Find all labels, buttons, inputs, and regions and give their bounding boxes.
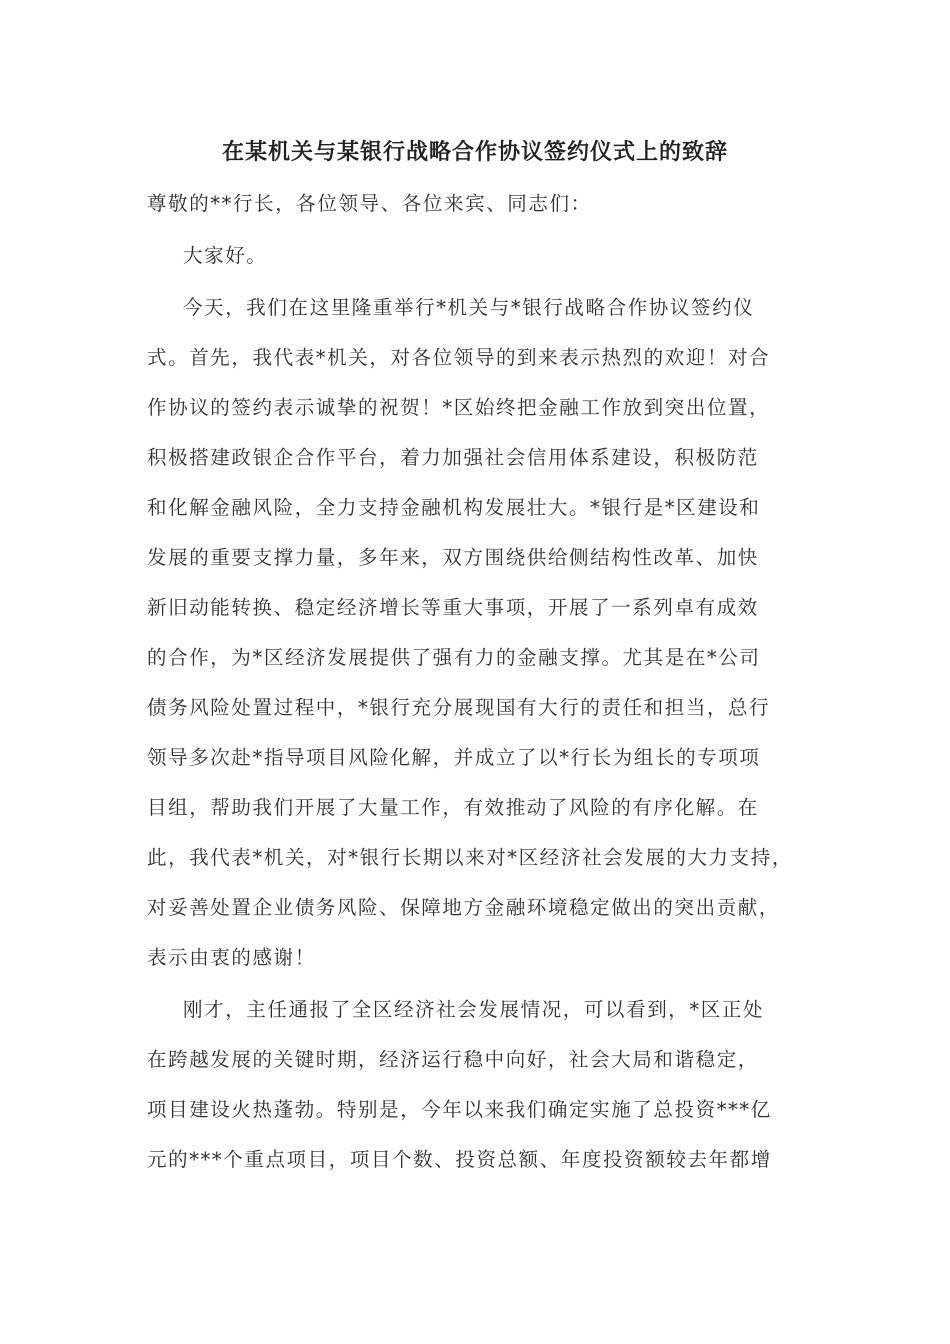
salutation-line: 尊敬的**行长，各位领导、各位来宾、同志们： (147, 192, 592, 215)
paragraph-line: 式。首先，我代表*机关，对各位领导的到来表示热烈的欢迎！对合 (147, 346, 771, 369)
paragraph-line: 债务风险处置过程中，*银行充分展现国有大行的责任和担当，总行 (147, 696, 771, 719)
paragraph-line: 表示由衷的感谢！ (147, 946, 316, 969)
paragraph-line: 元的***个重点项目，项目个数、投资总额、年度投资额较去年都增 (147, 1148, 772, 1171)
paragraph-line: 发展的重要支撑力量，多年来，双方围绕供给侧结构性改革、加快 (147, 546, 759, 569)
paragraph-line: 刚才，主任通报了全区经济社会发展情况，可以看到，*区正处 (183, 998, 765, 1021)
paragraph-line: 在跨越发展的关键时期，经济运行稳中向好，社会大局和谐稳定， (147, 1048, 759, 1071)
paragraph-line: 今天，我们在这里隆重举行*机关与*银行战略合作协议签约仪 (183, 296, 755, 319)
paragraph-line: 项目建设火热蓬勃。特别是，今年以来我们确定实施了总投资***亿 (147, 1098, 772, 1121)
paragraph-line: 积极搭建政银企合作平台，着力加强社会信用体系建设，积极防范 (147, 446, 759, 469)
paragraph-line: 此，我代表*机关，对*银行长期以来对*区经济社会发展的大力支持， (147, 846, 793, 869)
paragraph-line: 领导多次赴*指导项目风险化解，并成立了以*行长为组长的专项项 (147, 746, 761, 769)
document-title: 在某机关与某银行战略合作协议签约仪式上的致辞 (221, 139, 728, 165)
paragraph-line: 作协议的签约表示诚挚的祝贺！*区始终把金融工作放到突出位置， (147, 396, 771, 419)
paragraph-line: 和化解金融风险，全力支持金融机构发展壮大。*银行是*区建设和 (147, 496, 761, 519)
paragraph-line: 新旧动能转换、稳定经济增长等重大事项，开展了一系列卓有成效 (147, 596, 759, 619)
paragraph-line: 目组，帮助我们开展了大量工作，有效推动了风险的有序化解。在 (147, 796, 759, 819)
paragraph-line: 对妥善处置企业债务风险、保障地方金融环境稳定做出的突出贡献， (147, 896, 781, 919)
paragraph-line: 的合作，为*区经济发展提供了强有力的金融支撑。尤其是在*公司 (147, 646, 761, 669)
greeting-line: 大家好。 (183, 244, 268, 267)
